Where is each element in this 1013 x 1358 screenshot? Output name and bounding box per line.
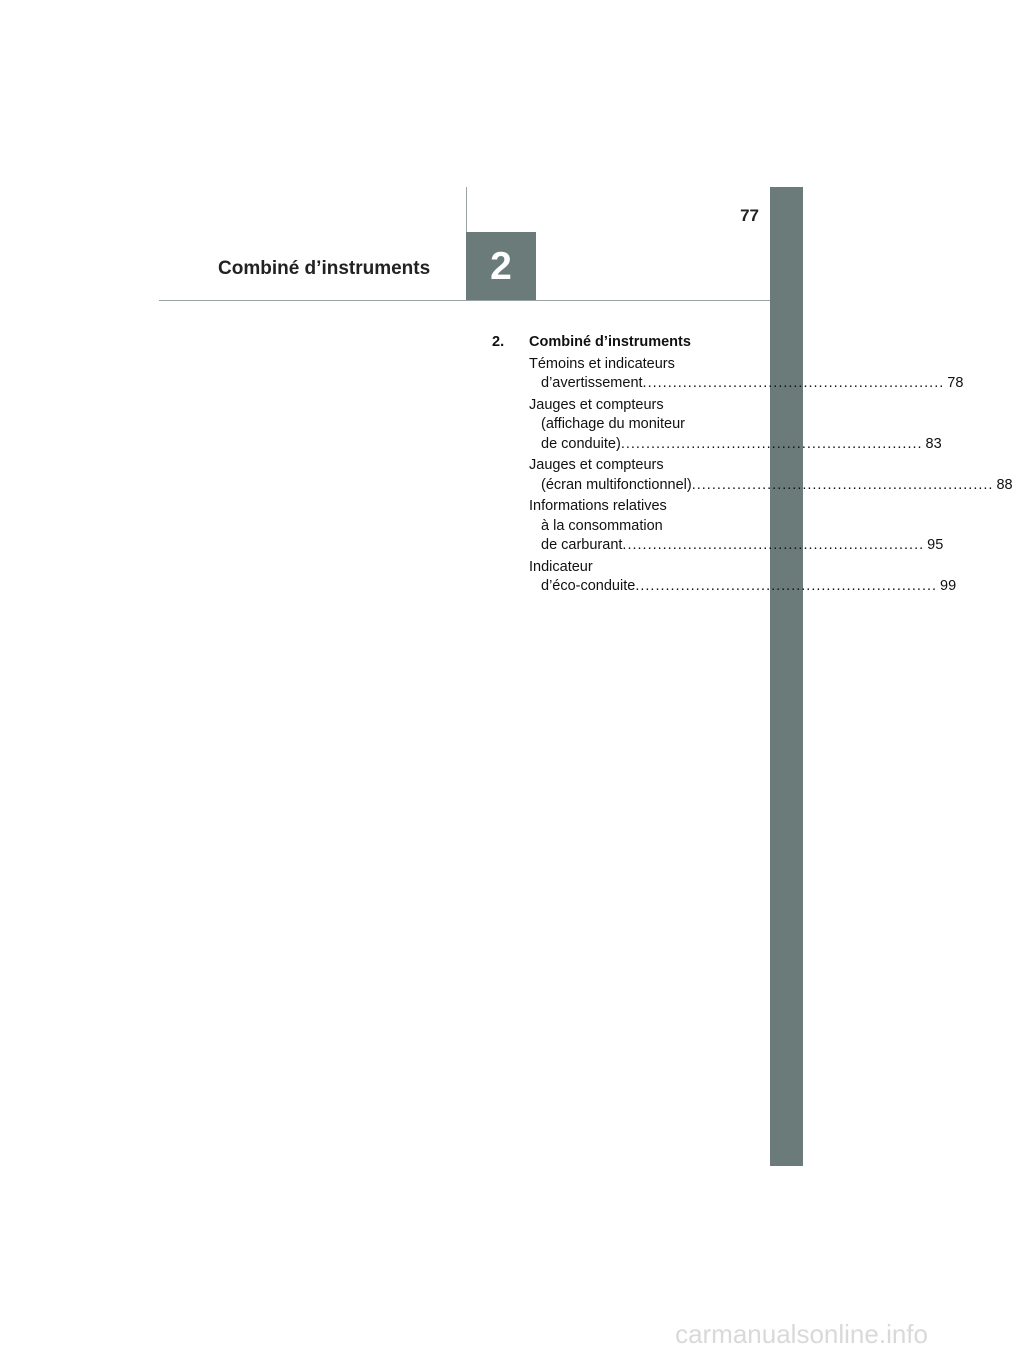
toc-entry-line: Informations relatives	[529, 498, 667, 514]
toc-leader-dots: ............................................................	[691, 476, 994, 493]
toc-entry[interactable]	[529, 558, 957, 597]
toc-entry[interactable]	[529, 497, 944, 556]
toc-entry[interactable]	[529, 396, 942, 455]
toc-entry-line: Jauges et compteurs	[529, 396, 664, 413]
toc-leader-dots: ............................................................	[620, 435, 923, 452]
toc-entry-page: 95	[927, 537, 944, 553]
toc-entry[interactable]	[529, 355, 964, 394]
toc-entry-line: de carburant	[541, 537, 623, 553]
toc-entry-line: (écran multifonctionnel)	[541, 476, 692, 493]
chapter-title: Combiné d’instruments	[218, 258, 431, 279]
toc-entry-page: 99	[940, 578, 957, 594]
toc-entry-page: 88	[996, 476, 1013, 493]
toc-entry-line: (affichage du moniteur	[541, 416, 686, 432]
toc-section-title: Combiné d’instruments	[529, 334, 691, 350]
toc-entry-page: 83	[925, 435, 942, 452]
toc-section-number: 2.	[492, 334, 505, 350]
page-number: 77	[740, 206, 759, 225]
toc-entry-line: Jauges et compteurs	[529, 457, 664, 473]
toc-entry-line: de conduite)	[541, 435, 621, 452]
chapter-side-tab	[770, 187, 803, 1166]
horizontal-rule	[159, 300, 771, 301]
table-of-contents	[492, 333, 1013, 597]
toc-entry-page: 78	[947, 375, 964, 391]
vertical-rule	[466, 187, 467, 233]
toc-leader-dots: ............................................................	[642, 375, 945, 391]
toc-entry-line: d’éco-conduite	[541, 578, 636, 594]
chapter-number-box: 2	[466, 232, 536, 301]
toc-entry-line: Témoins et indicateurs	[529, 355, 675, 372]
toc-leader-dots: ............................................................	[622, 537, 925, 553]
toc-entry[interactable]	[529, 456, 1013, 495]
toc-entry-line: Indicateur	[529, 558, 593, 575]
toc-entry-line: d’avertissement	[541, 375, 643, 391]
watermark: carmanualsonline.info	[675, 1319, 928, 1349]
toc-leader-dots: ............................................................	[635, 578, 938, 594]
toc-section-heading	[492, 333, 742, 353]
toc-entry-line: à la consommation	[541, 517, 663, 534]
